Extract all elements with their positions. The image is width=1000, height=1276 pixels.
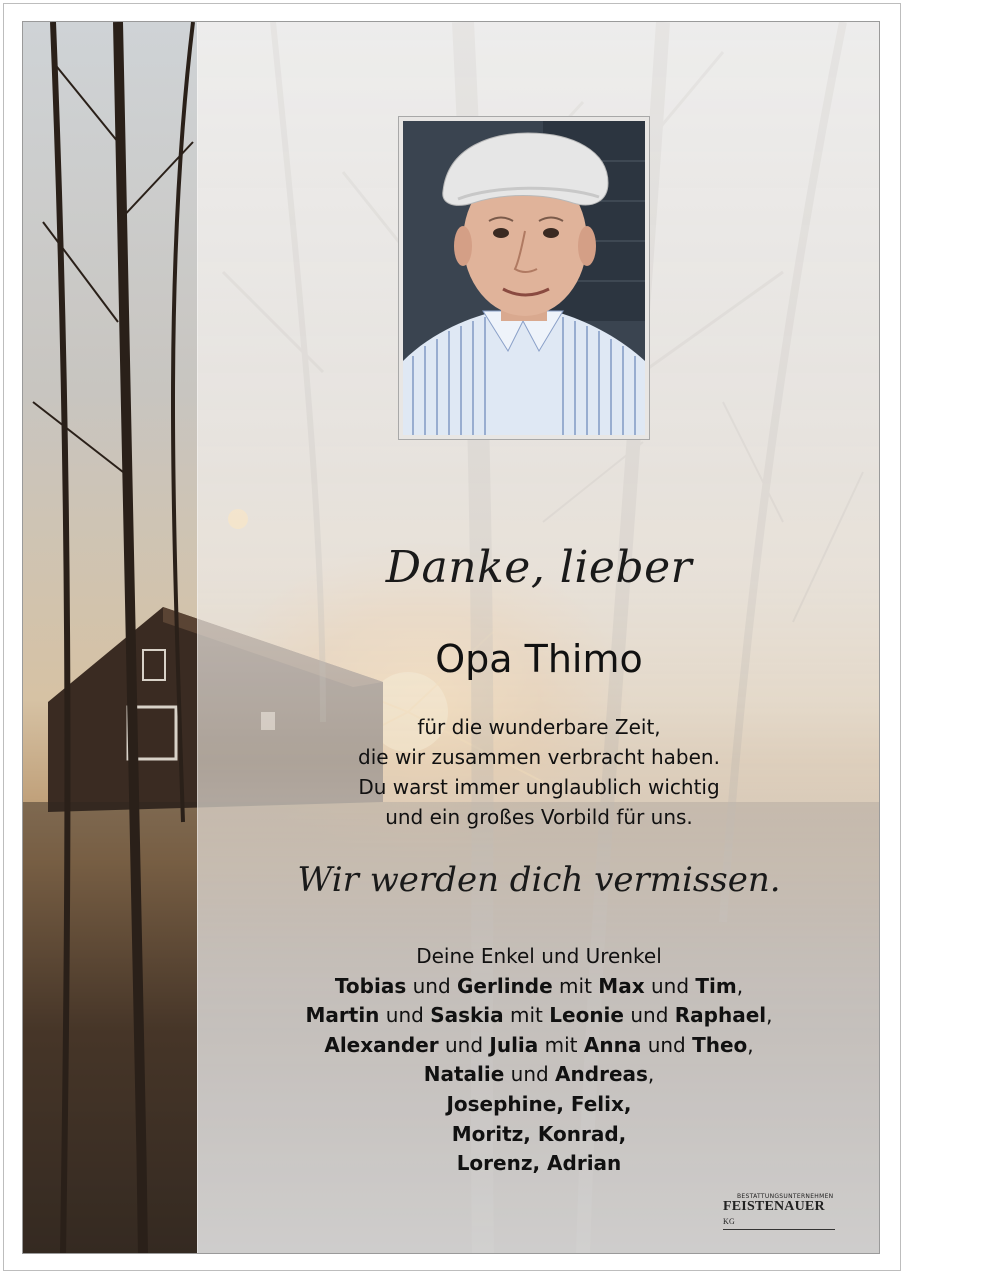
family-name: Tim <box>695 973 737 998</box>
message-line: und ein großes Vorbild für uns. <box>385 805 693 829</box>
family-name: Theo <box>692 1032 748 1057</box>
family-name: Josephine, Felix, <box>446 1091 632 1116</box>
family-line <box>197 1090 880 1120</box>
family-name: Max <box>598 973 645 998</box>
family-name: Alexander <box>324 1032 439 1057</box>
family-name: Natalie <box>423 1062 505 1087</box>
portrait-photo <box>403 121 645 435</box>
family-connector: mit <box>503 1003 550 1028</box>
family-line <box>197 1120 880 1150</box>
portrait-illustration <box>403 121 645 435</box>
family-name: Gerlinde <box>457 973 553 998</box>
message-line: Du warst immer unglaublich wichtig <box>358 775 720 799</box>
family-connector: mit <box>552 973 599 998</box>
family-lines <box>197 972 880 1179</box>
family-connector: und <box>644 973 696 998</box>
portrait-frame <box>398 116 650 440</box>
logo-name: FEISTENAUER <box>723 1199 825 1214</box>
headline: Danke, lieber <box>385 542 693 593</box>
family-name: Saskia <box>430 1003 504 1028</box>
family-connector: und <box>623 1003 675 1028</box>
logo-suffix: KG <box>723 1217 735 1226</box>
family-connector: , <box>647 1062 655 1087</box>
family-name: Leonie <box>549 1003 624 1028</box>
message <box>197 712 880 832</box>
message-line: die wir zusammen verbracht haben. <box>358 745 720 769</box>
family-name: Raphael <box>674 1003 767 1028</box>
family-name: Andreas <box>555 1062 648 1087</box>
family-line <box>197 1031 880 1061</box>
memorial-card <box>22 21 880 1254</box>
family-connector: mit <box>538 1032 584 1057</box>
family-name: Moritz, Konrad, <box>451 1121 627 1146</box>
family-intro: Deine Enkel und Urenkel <box>416 944 662 968</box>
family-connector: , <box>747 1032 754 1057</box>
family-list <box>197 942 880 1179</box>
family-line <box>197 1001 880 1031</box>
family-name: Martin <box>305 1003 380 1028</box>
family-name: Julia <box>489 1032 539 1057</box>
family-connector: und <box>406 973 457 998</box>
family-connector: und <box>504 1062 556 1087</box>
family-connector: und <box>641 1032 693 1057</box>
family-connector: und <box>438 1032 490 1057</box>
family-line <box>197 972 880 1002</box>
family-name: Tobias <box>334 973 407 998</box>
family-connector: und <box>379 1003 431 1028</box>
family-line <box>197 1060 880 1090</box>
funeral-home-logo <box>723 1194 835 1230</box>
logo-wordmark <box>723 1200 835 1230</box>
family-name: Anna <box>583 1032 642 1057</box>
family-name: Lorenz, Adrian <box>456 1151 622 1176</box>
family-connector: , <box>766 1003 773 1028</box>
message-line: für die wunderbare Zeit, <box>417 715 661 739</box>
family-line <box>197 1149 880 1179</box>
closing-line: Wir werden dich vermissen. <box>297 860 781 900</box>
deceased-name: Opa Thimo <box>435 637 643 681</box>
family-connector: , <box>736 973 744 998</box>
logo-subtitle: BESTATTUNGSUNTERNEHMEN <box>737 1193 834 1200</box>
